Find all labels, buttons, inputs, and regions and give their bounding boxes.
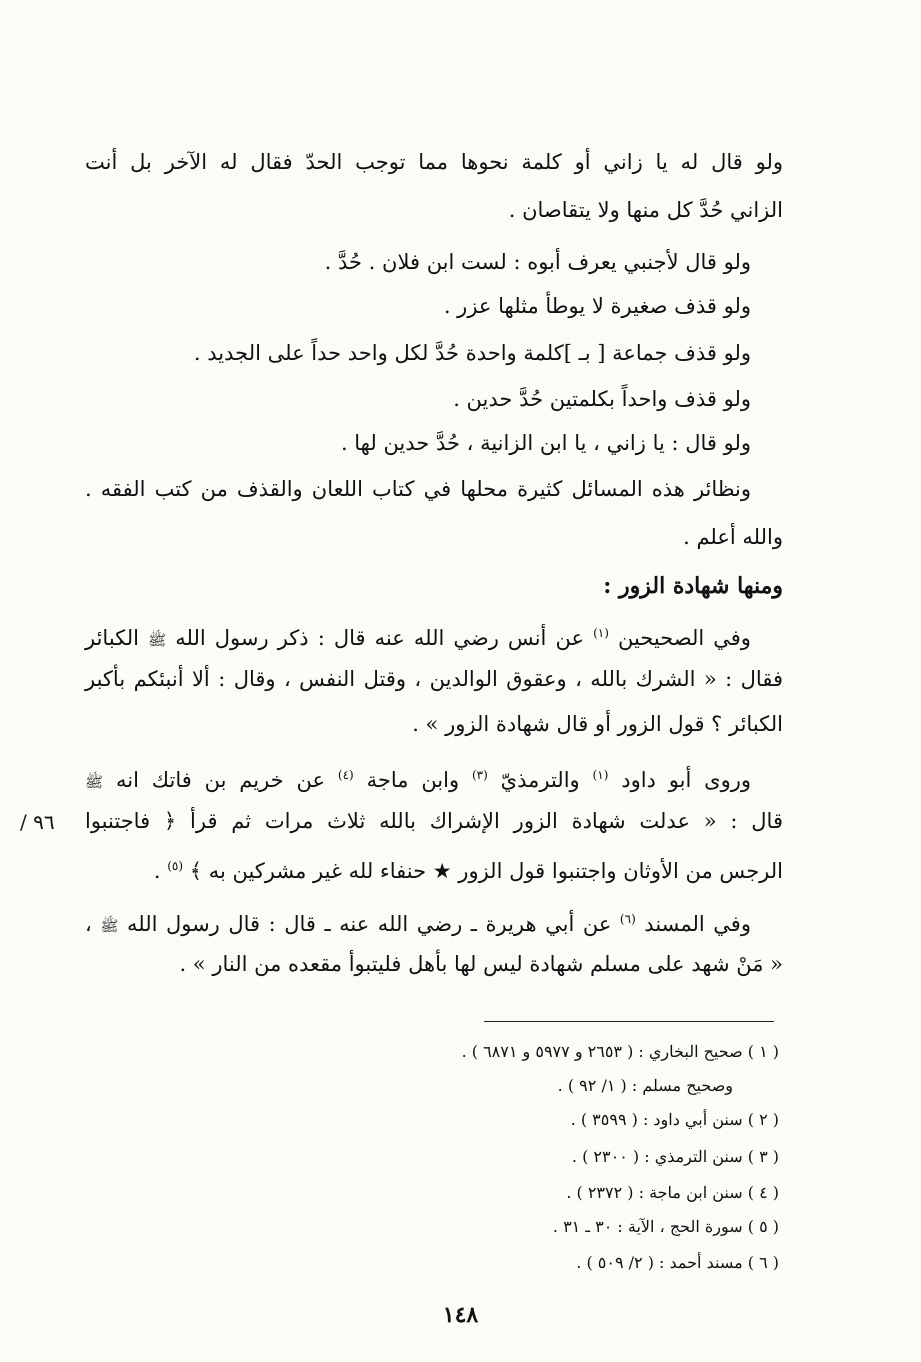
text-line: الرجس من الأوثان واجتنبوا قول الزور ★ حنفاء لله غير مشركين به ﴾ $^{(٥)}$ . bbox=[153, 859, 783, 883]
text-line: فقال : « الشرك بالله ، وعقوق الوالدين ، وقتل النفس ، وقال : ألا أنبئكم بأكبر bbox=[85, 667, 783, 691]
footnote-divider bbox=[484, 1021, 774, 1022]
footnote: ( ٢ ) سنن أبي داود : ( ٣٥٩٩ ) . bbox=[570, 1110, 779, 1129]
footnote-ref: (٥) bbox=[167, 859, 184, 873]
salutation-symbol: ﷺ bbox=[85, 773, 104, 791]
manuscript-page-ref: ٩٦ / bbox=[20, 810, 55, 834]
text-line: ولو قال له يا زاني أو كلمة نحوها مما توجب الحدّ فقال له الآخر بل أنت bbox=[85, 150, 783, 174]
text-line: ولو قذف جماعة [ بـ ]كلمة واحدة حُدَّ لكل واحد حداً على الجديد . bbox=[193, 341, 751, 365]
footnote-ref: (٣) bbox=[471, 768, 488, 782]
text-line: وفي المسند $^{(٦)}$ عن أبي هريرة ـ رضي الله عنه ـ قال : قال رسول الله ﷺ ، bbox=[85, 912, 751, 936]
text-line: ولو قذف واحداً بكلمتين حُدَّ حدين . bbox=[453, 387, 751, 411]
salutation-symbol: ﷺ bbox=[100, 917, 119, 935]
text-line: والله أعلم . bbox=[683, 525, 783, 549]
footnote: ( ٤ ) سنن ابن ماجة : ( ٢٣٧٢ ) . bbox=[566, 1183, 779, 1202]
footnote: ( ٣ ) سنن الترمذي : ( ٢٣٠٠ ) . bbox=[571, 1147, 779, 1166]
text-line: وفي الصحيحين $^{(١)}$ عن أنس رضي الله عنه قال : ذكر رسول الله ﷺ الكبائر bbox=[85, 626, 751, 650]
text-line: ولو قال لأجنبي يعرف أبوه : لست ابن فلان . حُدَّ . bbox=[324, 250, 751, 274]
text-line: ولو قال : يا زاني ، يا ابن الزانية ، حُدَّ حدين لها . bbox=[340, 431, 751, 455]
text-line: الزاني حُدَّ كل منها ولا يتقاصان . bbox=[508, 198, 783, 222]
footnote: وصحيح مسلم : ( ١/ ٩٢ ) . bbox=[557, 1076, 733, 1095]
salutation-symbol: ﷺ bbox=[148, 631, 167, 649]
footnote-ref: (١) bbox=[592, 768, 609, 782]
text-line: قال : « عدلت شهادة الزور الإشراك بالله ثلاث مرات ثم قرأ ﴿ فاجتنبوا bbox=[85, 809, 783, 833]
section-heading: ومنها شهادة الزور : bbox=[603, 573, 783, 599]
text-line: ونظائر هذه المسائل كثيرة محلها في كتاب اللعان والقذف من كتب الفقه . bbox=[85, 477, 751, 501]
text-line: وروى أبو داود $^{(١)}$ والترمذيّ $^{(٣)}$ وابن ماجة $^{(٤)}$ عن خريم بن فاتك انه ﷺ bbox=[85, 768, 751, 792]
text-line: ولو قذف صغيرة لا يوطأ مثلها عزر . bbox=[443, 294, 751, 318]
footnote-ref: (١) bbox=[593, 626, 609, 640]
footnote: ( ٦ ) مسند أحمد : ( ٢/ ٥٠٩ ) . bbox=[576, 1253, 779, 1272]
footnote: ( ١ ) صحيح البخاري : ( ٢٦٥٣ و ٥٩٧٧ و ٦٨٧١ ) . bbox=[461, 1042, 779, 1061]
text-line: « مَنْ شهد على مسلم شهادة ليس لها بأهل فليتبوأ مقعده من النار » . bbox=[179, 952, 783, 976]
footnote: ( ٥ ) سورة الحج ، الآية : ٣٠ ـ ٣١ . bbox=[552, 1217, 779, 1236]
footnote-ref: (٦) bbox=[619, 912, 636, 926]
page-number: ١٤٨ bbox=[442, 1302, 479, 1328]
text-line: الكبائر ؟ قول الزور أو قال شهادة الزور » . bbox=[412, 712, 783, 736]
footnote-ref: (٤) bbox=[337, 768, 354, 782]
